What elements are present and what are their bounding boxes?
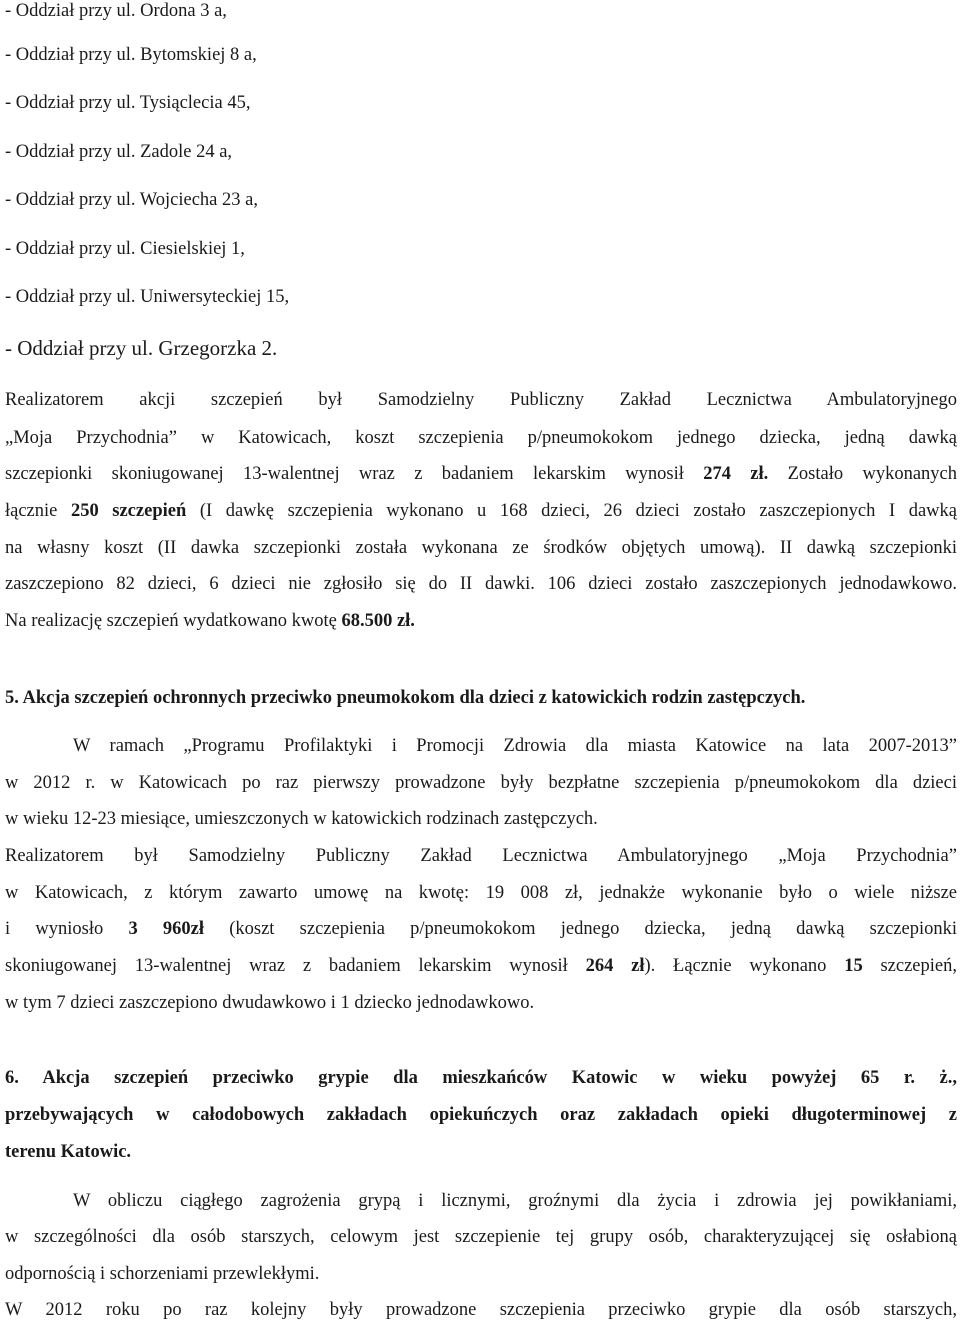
paragraph-line: w 2012 r. w Katowicach po raz pierwszy prowadzone były bezpłatne szczepienia p/pneumokokom dla dzieci [5, 773, 957, 793]
paragraph-line: w Katowicach, z którym zawarto umowę na kwotę: 19 008 zł, jednakże wykonanie było o wiele niższe [5, 883, 957, 903]
branch-list-item: - Oddział przy ul. Bytomskiej 8 a, [5, 45, 257, 65]
branch-list-item: - Oddział przy ul. Zadole 24 a, [5, 142, 233, 162]
paragraph-line: zaszczepiono 82 dzieci, 6 dzieci nie zgłosiło się do II dawki. 106 dzieci zostało zaszczepionych jednodawkowo. [5, 574, 957, 594]
paragraph-line: „Moja Przychodnia” w Katowicach, koszt szczepienia p/pneumokokom jednego dziecka, jedną dawką [5, 428, 957, 448]
vaccination-count: 250 szczepień [70, 501, 187, 521]
paragraph-line: W obliczu ciągłego zagrożenia grypą i licznymi, groźnymi dla życia i zdrowia jej powikłaniami, [73, 1191, 957, 1211]
section-heading: 6. Akcja szczepień przeciwko grypie dla mieszkańców Katowic w wieku powyżej 65 r. ż., [5, 1068, 957, 1088]
branch-list-item: - Oddział przy ul. Wojciecha 23 a, [5, 190, 258, 210]
paragraph-line: W ramach „Programu Profilaktyki i Promocji Zdrowia dla miasta Katowice na lata 2007-2013” [73, 736, 957, 756]
paragraph-line: odpornością i schorzeniami przewlekłymi. [5, 1264, 320, 1284]
paragraph-line: Realizatorem akcji szczepień był Samodzielny Publiczny Zakład Lecznictwa Ambulatoryjnego [5, 390, 957, 410]
branch-list-item: - Oddział przy ul. Ordona 3 a, [5, 1, 227, 21]
total-amount: 68.500 zł. [341, 611, 415, 631]
paragraph-line: w tym 7 dzieci zaszczepiono dwudawkowo i 1 dziecko jednodawkowo. [5, 993, 535, 1013]
paragraph-line: skoniugowanej 13-walentnej wraz z badaniem lekarskim wynosił 264 zł). Łącznie wykonano 15 szczepień, [5, 956, 957, 976]
branch-list-item: - Oddział przy ul. Ciesielskiej 1, [5, 239, 245, 259]
section-heading: terenu Katowic. [5, 1142, 132, 1162]
paragraph-line: W 2012 roku po raz kolejny były prowadzone szczepienia przeciwko grypie dla osób starszych, [5, 1300, 957, 1320]
actual-cost: 3 960zł [128, 919, 205, 939]
paragraph-line: Na realizację szczepień wydatkowano kwotę 68.500 zł. [5, 611, 415, 631]
unit-cost: 264 zł [585, 956, 645, 976]
branch-list-item: - Oddział przy ul. Grzegorzka 2. [5, 336, 278, 360]
paragraph-line: w wieku 12-23 miesiące, umieszczonych w katowickich rodzinach zastępczych. [5, 809, 598, 829]
paragraph-line: na własny koszt (II dawka szczepionki została wykonana ze środków objętych umową). II dawką szczepionki [5, 538, 957, 558]
section-heading: przebywających w całodobowych zakładach opiekuńczych oraz zakładach opieki długoterminowej z [5, 1105, 957, 1125]
branch-list-item: - Oddział przy ul. Uniwersyteckiej 15, [5, 287, 290, 307]
branch-list-item: - Oddział przy ul. Tysiąclecia 45, [5, 93, 251, 113]
vaccination-total: 15 [844, 956, 863, 976]
paragraph-line: szczepionki skoniugowanej 13-walentnej wraz z badaniem lekarskim wynosił 274 zł. Zostało wykonanych [5, 464, 957, 484]
paragraph-line: w szczególności dla osób starszych, celowym jest szczepienie tej grupy osób, charakteryzującej się osłabioną [5, 1227, 957, 1247]
paragraph-line: łącznie 250 szczepień (I dawkę szczepienia wykonano u 168 dzieci, 26 dzieci zostało zaszczepionych I dawką [5, 501, 957, 521]
cost-amount: 274 zł. [703, 464, 769, 484]
paragraph-line: i wyniosło 3 960zł (koszt szczepienia p/pneumokokom jednego dziecka, jedną dawką szczepionki [5, 919, 957, 939]
paragraph-line: Realizatorem był Samodzielny Publiczny Zakład Lecznictwa Ambulatoryjnego „Moja Przychodnia” [5, 846, 957, 866]
section-heading: 5. Akcja szczepień ochronnych przeciwko pneumokokom dla dzieci z katowickich rodzin zastępczych. [5, 688, 806, 708]
